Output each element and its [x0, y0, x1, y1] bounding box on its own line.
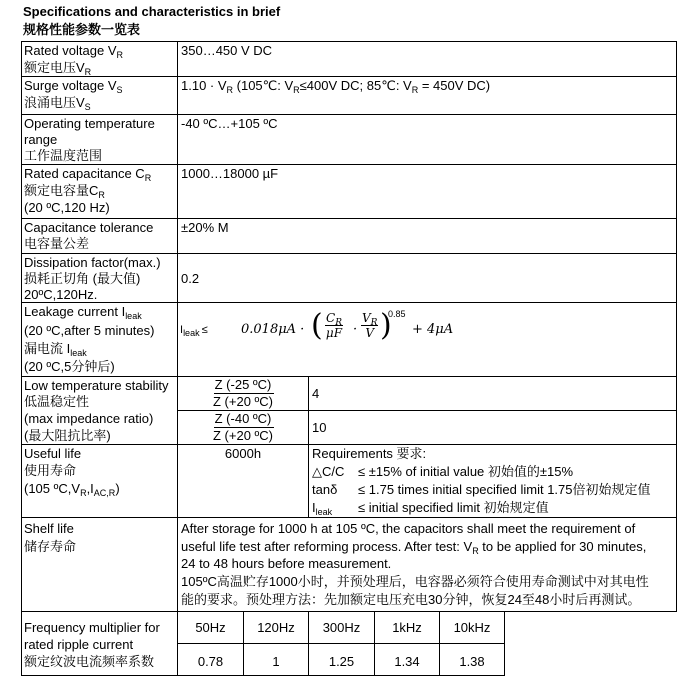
operating-temperature-value: -40 ºC…+105 ºC	[181, 116, 278, 131]
row-divider	[178, 643, 505, 644]
capacitance-tolerance-label-en: Capacitance tolerance	[24, 220, 154, 235]
row-divider	[21, 218, 677, 219]
operating-temperature-label-cn: 工作温度范围	[24, 148, 103, 163]
frequency-multiplier-label-en: Frequency multiplier for	[24, 620, 160, 635]
shelf-life-line: 105ºC高温贮存1000小时，并预处理后，电容器必须符合使用寿命测试中对其电性	[181, 574, 649, 589]
useful-life-requirement-symbol: △C/C	[312, 464, 345, 479]
leakage-formula-lhs: $I_{leak}$ ≤	[180, 324, 208, 338]
multiplier-value-cell: 1.38	[459, 654, 485, 669]
frequency-header-cell: 300Hz	[322, 620, 361, 635]
multiplier-value-cell: 0.78	[197, 654, 224, 669]
leakage-formula-tail: + 4μA	[412, 322, 454, 337]
leakage-formula-exponent: 0.85	[388, 309, 406, 319]
table-border-right	[676, 41, 677, 612]
frequency-header-cell: 50Hz	[195, 620, 226, 635]
useful-life-condition: (105 $ºC,V_R,I_{AC,R}$)	[24, 481, 120, 498]
impedance-ratio-value: 4	[312, 386, 320, 401]
frequency-multiplier-label-en-2: rated ripple current	[24, 637, 134, 652]
shelf-life-label-cn: 储存寿命	[24, 539, 77, 554]
impedance-ratio-denominator: Z (+20 ºC)	[212, 394, 273, 409]
multiplier-value-cell: 1	[272, 654, 280, 669]
leakage-current-condition-en: (20 ºC,after 5 minutes)	[24, 323, 155, 338]
leakage-formula-open-paren: (	[311, 308, 323, 343]
shelf-life-line: 能的要求。预处理方法：先加额定电压充电30分钟，恢复24至48小时后再测试。	[181, 592, 641, 607]
column-divider	[177, 41, 178, 676]
impedance-ratio-value: 10	[312, 420, 327, 435]
dissipation-factor-label-en: Dissipation factor(max.)	[24, 255, 161, 270]
useful-life-hours: 6000h	[224, 446, 262, 461]
dissipation-factor-label-cn: 损耗正切角 (最大值)	[24, 271, 141, 286]
row-divider	[21, 611, 677, 612]
low-temp-stability-label-en: Low temperature stability	[24, 378, 169, 393]
rated-voltage-value: 350…450 V DC	[181, 43, 273, 58]
dissipation-factor-condition: 20ºC,120Hz.	[24, 287, 98, 302]
document-title-cn: 规格性能参数一览表	[23, 22, 141, 37]
surge-voltage-label-en: Surge voltage $V_S$	[24, 78, 123, 95]
column-divider	[308, 376, 309, 517]
row-divider	[21, 517, 677, 518]
leakage-formula-fraction-voltage: $\frac{V_R}{V}$	[362, 311, 378, 340]
document-title-en: Specifications and characteristics in brief	[23, 4, 281, 19]
low-temp-stability-label-cn-2: (最大阻抗比率)	[24, 428, 111, 443]
shelf-life-label-en: Shelf life	[24, 521, 74, 536]
column-divider	[504, 611, 505, 676]
table-border-top	[21, 41, 677, 42]
shelf-life-line: useful life test after reforming process. After test: $V_R$ to be applied for 30 minutes,	[181, 539, 647, 556]
leakage-current-label-en: Leakage current $I_{leak}$	[24, 304, 142, 321]
row-divider	[21, 253, 677, 254]
useful-life-requirement-symbol: $I_{leak}$	[312, 500, 333, 517]
rated-capacitance-condition: (20 ºC,120 Hz)	[24, 200, 110, 215]
impedance-ratio-numerator: Z (-40 ºC)	[214, 411, 272, 426]
leakage-current-label-cn: 漏电流 $I_{leak}$	[24, 341, 87, 358]
useful-life-requirements-title: Requirements 要求:	[312, 446, 427, 461]
row-divider	[21, 302, 677, 303]
multiplier-value-cell: 1.34	[394, 654, 420, 669]
impedance-ratio-denominator: Z (+20 ºC)	[212, 428, 273, 443]
rated-capacitance-label-en: Rated capacitance $C_R$	[24, 166, 152, 183]
capacitance-tolerance-label-cn: 电容量公差	[24, 236, 90, 251]
rated-capacitance-value: 1000…18000 µF	[181, 166, 279, 181]
useful-life-requirement-text: ≤ ±15% of initial value 初始值的±15%	[358, 464, 574, 479]
useful-life-requirement-text: ≤ 1.75 times initial specified limit 1.75倍初始规定值	[358, 482, 651, 497]
leakage-formula-dot: ·	[353, 322, 358, 337]
table-border-left	[21, 41, 22, 676]
low-temp-stability-label-cn: 低温稳定性	[24, 394, 90, 409]
operating-temperature-label-en-2: range	[24, 132, 58, 147]
row-divider	[21, 76, 677, 77]
dissipation-factor-value: 0.2	[181, 271, 200, 286]
frequency-multiplier-label-cn: 额定纹波电流频率系数	[24, 654, 155, 669]
useful-life-label-cn: 使用寿命	[24, 463, 77, 478]
leakage-formula-coefficient: 0.018μA ·	[241, 322, 305, 337]
useful-life-requirement-symbol: tanδ	[312, 482, 338, 497]
row-divider	[21, 444, 677, 445]
rated-capacitance-label-cn: 额定电容量$C_R$	[24, 183, 105, 200]
impedance-ratio-numerator: Z (-25 ºC)	[214, 377, 272, 392]
multiplier-value-cell: 1.25	[328, 654, 355, 669]
capacitance-tolerance-value: ±20% M	[181, 220, 229, 235]
row-divider	[21, 114, 677, 115]
frequency-header-cell: 10kHz	[453, 620, 491, 635]
row-divider	[21, 164, 677, 165]
useful-life-label-en: Useful life	[24, 446, 82, 461]
leakage-formula-close-paren: )	[380, 308, 392, 343]
rated-voltage-label-en: Rated voltage $V_R$	[24, 43, 124, 60]
operating-temperature-label-en: Operating temperature	[24, 116, 155, 131]
row-divider	[21, 376, 677, 377]
surge-voltage-label-cn: 浪涌电压$V_S$	[24, 95, 91, 112]
useful-life-requirement-text: ≤ initial specified limit 初始规定值	[358, 500, 549, 515]
leakage-formula-fraction-capacitance: $\frac{C_R}{\mu F}$	[325, 311, 343, 340]
frequency-header-cell: 120Hz	[257, 620, 295, 635]
frequency-header-cell: 1kHz	[392, 620, 422, 635]
surge-voltage-value: $1.10 \cdot V_R$ (105℃: $V_R\le 400V$ DC; 85℃: $V_R = 450V$ DC)	[181, 78, 491, 95]
shelf-life-line: 24 to 48 hours before measurement.	[181, 556, 392, 571]
shelf-life-line: After storage for 1000 h at 105 ºC, the capacitors shall meet the requirement of	[181, 521, 636, 536]
low-temp-stability-label-en-2: (max impedance ratio)	[24, 411, 154, 426]
leakage-current-condition-cn: (20 ºC,5分钟后)	[24, 359, 115, 374]
rated-voltage-label-cn: 额定电压$V_R$	[24, 60, 92, 77]
